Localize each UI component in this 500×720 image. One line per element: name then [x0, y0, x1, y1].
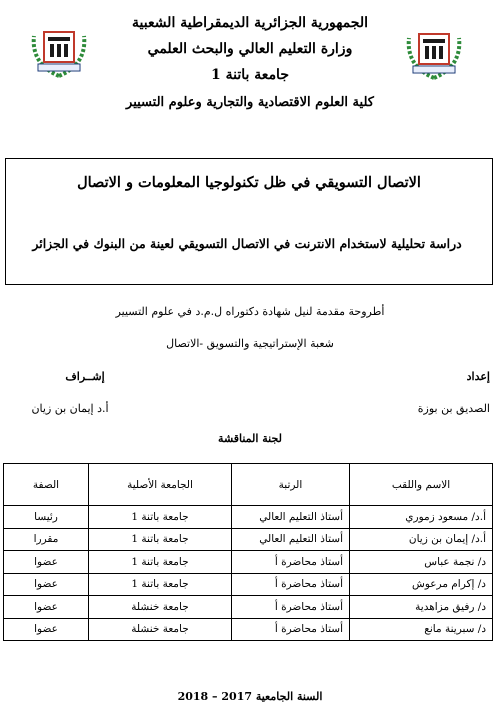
- jury-name: أ.د/ مسعود زموري: [350, 506, 493, 529]
- supervisor-name: أ.د إيمان بن زيان: [31, 402, 109, 415]
- jury-university: جامعة باتنة 1: [89, 506, 232, 529]
- jury-row: [4, 618, 493, 641]
- jury-header-row: [4, 464, 493, 506]
- jury-role: رئيسا: [4, 506, 89, 529]
- jury-name: د/ نجمة عباس: [350, 551, 493, 574]
- prepared-label: إعداد: [466, 370, 490, 383]
- jury-header-university: الجامعة الأصلية: [89, 464, 232, 506]
- university-logo-icon: [403, 20, 465, 82]
- header-university: جامعة باتنة 1: [211, 67, 289, 83]
- jury-university: جامعة باتنة 1: [89, 528, 232, 551]
- jury-header-name: الاسم واللقب: [350, 464, 493, 506]
- jury-title: لجنة المناقشة: [218, 432, 282, 445]
- jury-row: [4, 596, 493, 619]
- jury-role: عضوا: [4, 596, 89, 619]
- jury-name: أ.د/ إيمان بن زيان: [350, 528, 493, 551]
- university-logo-icon: [28, 18, 90, 80]
- jury-row: [4, 573, 493, 596]
- jury-university: جامعة باتنة 1: [89, 573, 232, 596]
- jury-row: [4, 506, 493, 529]
- jury-role: عضوا: [4, 618, 89, 641]
- academic-year: السنة الجامعية 2017 – 2018: [177, 690, 323, 703]
- jury-rank: أستاذ محاضرة أ: [232, 596, 350, 619]
- jury-university: جامعة خنشلة: [89, 618, 232, 641]
- thesis-title: الاتصال التسويقي في ظل تكنولوجيا المعلومات و الاتصال: [77, 174, 421, 191]
- supervision-label: إشــراف: [65, 370, 105, 383]
- university-logo-left: [28, 18, 90, 84]
- specialty-line: شعبة الإستراتيجية والتسويق -الاتصال: [166, 337, 334, 350]
- university-logo-right: [403, 20, 465, 86]
- jury-rank: أستاذ التعليم العالي: [232, 528, 350, 551]
- jury-rank: أستاذ محاضرة أ: [232, 573, 350, 596]
- thesis-subtitle: دراسة تحليلية لاستخدام الانترنت في الاتصال التسويقي لعينة من البنوك في الجزائر: [32, 236, 462, 251]
- header-republic: الجمهورية الجزائرية الديمقراطية الشعبية: [131, 15, 368, 31]
- jury-role: مقررا: [4, 528, 89, 551]
- jury-header-role: الصفة: [4, 464, 89, 506]
- jury-role: عضوا: [4, 573, 89, 596]
- jury-rank: أستاذ محاضرة أ: [232, 551, 350, 574]
- jury-row: [4, 528, 493, 551]
- jury-row: [4, 551, 493, 574]
- jury-name: د/ إكرام مرعوش: [350, 573, 493, 596]
- prepared-name: الصديق بن بوزة: [417, 402, 490, 415]
- jury-university: جامعة باتنة 1: [89, 551, 232, 574]
- jury-name: د/ رفيق مزاهدية: [350, 596, 493, 619]
- jury-rank: أستاذ محاضرة أ: [232, 618, 350, 641]
- jury-rank: أستاذ التعليم العالي: [232, 506, 350, 529]
- jury-university: جامعة خنشلة: [89, 596, 232, 619]
- header-faculty: كلية العلوم الاقتصادية والتجارية وعلوم التسيير: [126, 95, 374, 110]
- degree-line: أطروحة مقدمة لنيل شهادة دكتوراه ل.م.د في علوم التسيير: [115, 305, 385, 318]
- jury-table: [3, 463, 493, 641]
- header-ministry: وزارة التعليم العالي والبحث العلمي: [147, 41, 353, 57]
- jury-header-rank: الرتبة: [232, 464, 350, 506]
- jury-name: د/ سبرينة مانع: [350, 618, 493, 641]
- jury-role: عضوا: [4, 551, 89, 574]
